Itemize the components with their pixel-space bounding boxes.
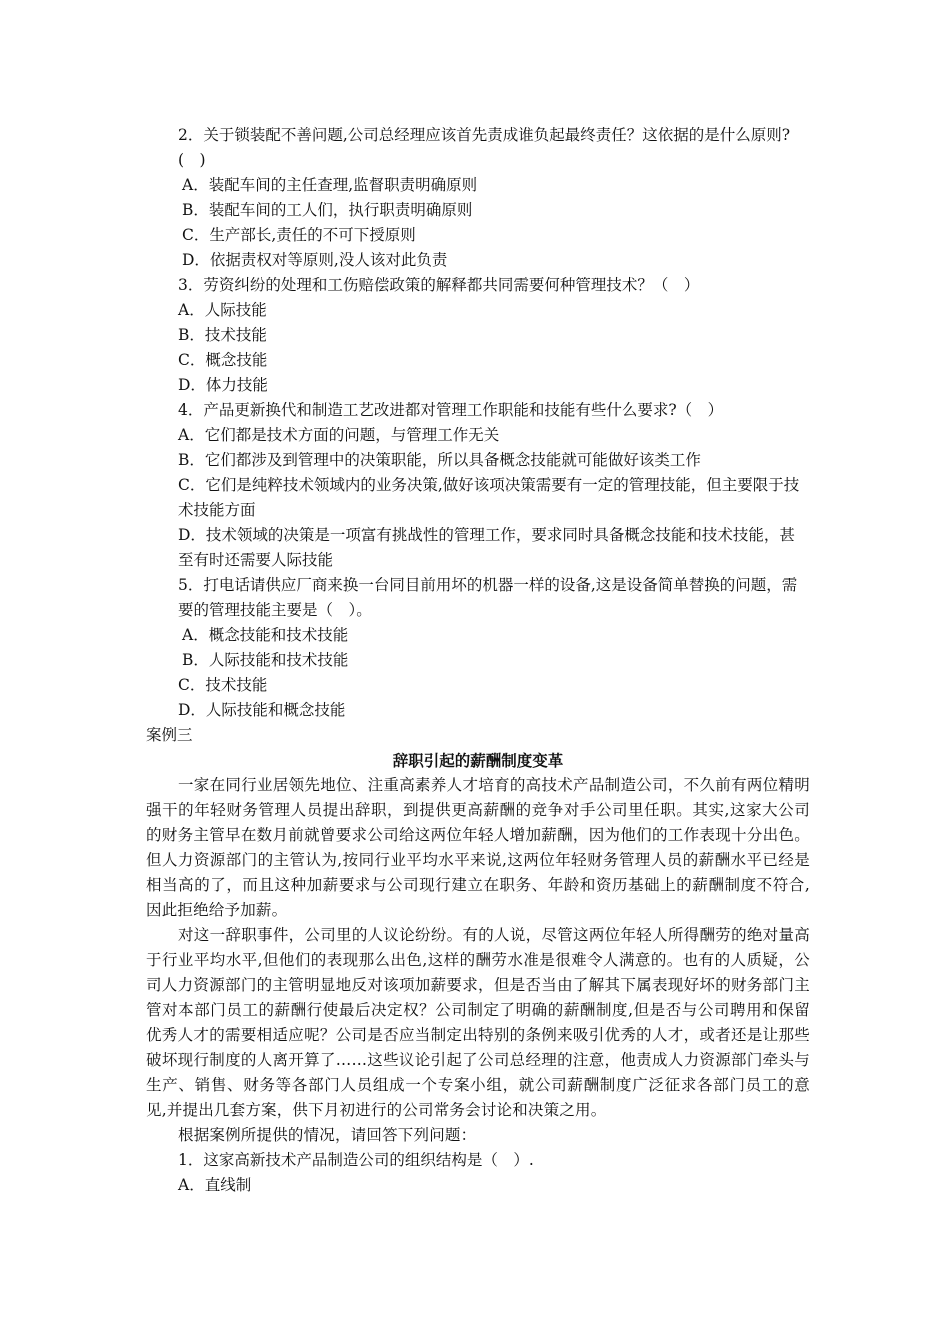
case-q1-option-a: A．直线制 <box>178 1176 252 1194</box>
q4-option-c: C．它们是纯粹技术领域内的业务决策,做好该项决策需要有一定的管理技能，但主要限于技术技能方面 <box>178 476 800 519</box>
case-question-1: 1．这家高新技术产品制造公司的组织结构是（ ）. <box>178 1151 534 1169</box>
question-5: 5．打电话请供应厂商来换一台同目前用坏的机器一样的设备,这是设备简单替换的问题，需要的管理技能主要是（ ）。 <box>178 576 798 619</box>
q2-option-c: C．生产部长,责任的不可下授原则 <box>182 226 416 244</box>
case-paragraph-1: 一家在同行业居领先地位、注重高素养人才培育的高技术产品制造公司，不久前有两位精明强干的年轻财务管理人员提出辞职，到提供更高薪酬的竞争对手公司里任职。其实,这家大公司的财务主管早在数月前就曾要求公司给这两位年轻人增加薪酬，因为他们的工作表现十分出色。但人力资源部门的主管认为,按同行业平均水平来说,这两位年轻财务管理人员的薪酬水平已经是相当高的了，而且这种加薪要求与公司现行建立在职务、年龄和资历基础上的薪酬制度不符合,因此拒绝给予加薪。 <box>146 776 810 919</box>
q4-option-d: D．技术领域的决策是一项富有挑战性的管理工作，要求同时具备概念技能和技术技能，甚至有时还需要人际技能 <box>178 526 795 569</box>
q2-option-b: B．装配车间的工人们，执行职责明确原则 <box>182 201 473 219</box>
q2-option-d: D．依据责权对等原则,没人该对此负责 <box>182 251 448 269</box>
q5-option-d: D．人际技能和概念技能 <box>178 701 346 719</box>
q5-option-a: A．概念技能和技术技能 <box>182 626 349 644</box>
case-paragraph-3: 根据案例所提供的情况，请回答下列问题： <box>178 1126 477 1144</box>
q5-option-b: B．人际技能和技术技能 <box>182 651 349 669</box>
q2-option-a: A．装配车间的主任查理,监督职责明确原则 <box>182 176 478 194</box>
question-2: 2．关于锁装配不善问题,公司总经理应该首先责成谁负起最终责任？这依据的是什么原则?( ) <box>178 126 791 169</box>
case-label: 案例三 <box>146 726 193 744</box>
q3-option-a: A．人际技能 <box>178 301 267 319</box>
q3-option-d: D．体力技能 <box>178 376 268 394</box>
q5-option-c: C．技术技能 <box>178 676 268 694</box>
q3-option-b: B．技术技能 <box>178 326 267 344</box>
question-3: 3．劳资纠纷的处理和工伤赔偿政策的解释都共同需要何种管理技术？（ ） <box>178 276 700 294</box>
q3-option-c: C．概念技能 <box>178 351 268 369</box>
case-title: 辞职引起的薪酬制度变革 <box>392 751 564 770</box>
case-paragraph-2: 对这一辞职事件，公司里的人议论纷纷。有的人说，尽管这两位年轻人所得酬劳的绝对量高于行业平均水平,但他们的表现那么出色,这样的酬劳水准是很难令人满意的。也有的人质疑，公司人力资源部门的主管明显地反对该项加薪要求，但是否当由了解其下属表现好坏的财务部门主管对本部门员工的薪酬行使最后决定权？公司制定了明确的薪酬制度,但是否与公司聘用和保留优秀人才的需要相适应呢？公司是否应当制定出特别的条例来吸引优秀的人才，或者还是让那些破坏现行制度的人离开算了……这些议论引起了公司总经理的注意，他责成人力资源部门牵头与生产、销售、财务等各部门人员组成一个专案小组，就公司薪酬制度广泛征求各部门员工的意见,并提出几套方案，供下月初进行的公司常务会讨论和决策之用。 <box>146 926 810 1119</box>
question-4: 4．产品更新换代和制造工艺改进都对管理工作职能和技能有些什么要求?（ ） <box>178 401 724 419</box>
q4-option-a: A．它们都是技术方面的问题，与管理工作无关 <box>178 426 500 444</box>
document-content <box>146 123 810 1198</box>
q4-option-b: B．它们都涉及到管理中的决策职能，所以具备概念技能就可能做好该类工作 <box>178 451 701 469</box>
